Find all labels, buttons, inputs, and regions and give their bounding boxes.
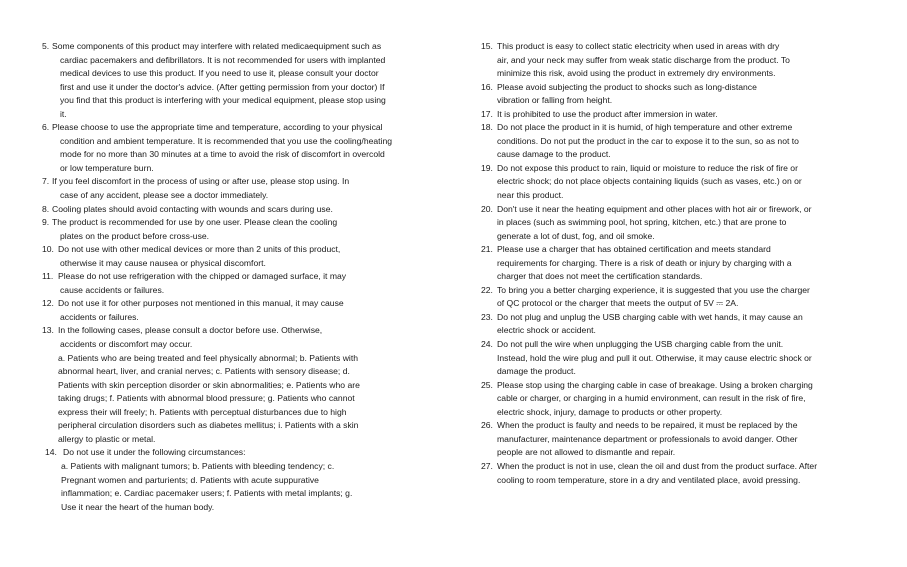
right-column [481,40,881,487]
item-text-line: case of any accident, please see a doctor immediately. [60,190,269,201]
item-text-line: people are not allowed to dismantle and repair. [497,447,676,458]
item-text-line: manufacturer, maintenance department or professionals to avoid danger. Other [497,433,798,444]
sub-text-line: Pregnant women and parturients; d. Patients with acute suppurative [61,474,319,485]
item-number: 18. [481,122,493,133]
list-item [42,121,452,175]
list-item [42,297,452,324]
list-item [481,108,881,122]
item-text-line: minimize this risk, avoid using the product in extremely dry environments. [497,68,776,79]
item-text-line: condition and ambient temperature. It is recommended that you use the cooling/heating [60,135,393,146]
sub-text-line: peripheral circulation disorders such as diabetes mellitus; i. Patients with a skin [58,420,359,431]
item-text-line: cause accidents or failures. [60,284,165,295]
item-text-line: cause damage to the product. [497,149,611,160]
list-item [45,446,452,514]
item-text-line: electric shock; do not place objects containing liquids (such as vases, etc.) on or [497,176,802,187]
item-text-line: cooling to room temperature, store in a dry and ventilated place, avoid pressing. [497,474,801,485]
item-text-line: otherwise it may cause nausea or physical discomfort. [60,257,266,268]
list-item [481,419,881,460]
item-text-line: Please avoid subjecting the product to shocks such as long-distance [497,81,757,92]
item-number: 16. [481,81,493,92]
item-text-line: vibration or falling from height. [497,95,613,106]
sub-text-line: Patients with skin perception disorder or skin abnormalities; e. Patients who are [58,379,360,390]
item-number: 22. [481,284,493,295]
item-number: 13. [42,325,54,336]
item-text-line: or low temperature burn. [60,162,154,173]
item-number: 26. [481,420,493,431]
item-text-line: mode for no more than 30 minutes at a time to avoid the risk of discomfort in overcold [60,149,385,160]
item-number: 12. [42,298,54,309]
item-text-line: Please choose to use the appropriate time and temperature, according to your physical [52,122,383,133]
item-text-line: of QC protocol or the charger that meets the output of 5V ⎓ 2A. [497,298,739,309]
item-text-line: accidents or discomfort may occur. [60,339,193,350]
item-number: 23. [481,311,493,322]
item-number: 10. [42,244,54,255]
item-text-line: This product is easy to collect static electricity when used in areas with dry [497,41,780,51]
item-number: 15. [481,41,493,51]
list-item [481,311,881,338]
item-number: 14. [45,447,57,458]
sub-text-line: inflammation; e. Cardiac pacemaker users; f. Patients with metal implants; g. [61,488,353,499]
item-text-line: damage the product. [497,366,576,377]
item-text-line: To bring you a better charging experience, it is suggested that you use the charger [497,284,810,295]
item-number: 7. [42,176,50,187]
item-text-line: Please stop using the charging cable in case of breakage. Using a broken charging [497,379,813,390]
item-text-line: in places (such as swimming pool, hot spring, kitchen, etc.) that are prone to [497,217,787,228]
list-item [42,324,452,446]
item-text-line: near this product. [497,190,564,201]
item-text-line: conditions. Do not put the product in the car to expose it to the sun, so as not to [497,135,799,146]
item-text-line: charger that does not meet the certification standards. [497,271,703,282]
item-text-line: first and use it under the doctor's advice. (After getting permission from your doctor) If [60,81,385,92]
item-text-line: When the product is faulty and needs to be repaired, it must be replaced by the [497,420,798,431]
item-text-line: Cooling plates should avoid contacting with wounds and scars during use. [52,203,333,214]
item-text-line: When the product is not in use, clean the oil and dust from the product surface. After [497,460,818,471]
list-item [42,216,452,243]
list-item [481,284,881,311]
item-number: 6. [42,122,50,133]
item-text-line: requirements for charging. There is a risk of death or injury by charging with a [497,257,792,268]
list-item [481,162,881,203]
sub-text-line: Use it near the heart of the human body. [61,501,215,512]
item-number: 27. [481,460,493,471]
sub-list [42,352,452,447]
item-text-line: It is prohibited to use the product after immersion in water. [497,108,718,119]
list-item [481,379,881,420]
left-column [42,40,452,514]
list-item [481,460,881,487]
item-number: 11. [42,271,54,282]
item-text-line: air, and your neck may suffer from weak static discharge from the product. To [497,54,790,65]
list-item [42,270,452,297]
list-item [481,81,881,108]
item-text-line: Do not expose this product to rain, liquid or moisture to reduce the risk of fire or [497,162,798,173]
item-number: 9. [42,217,50,228]
item-text-line: Please use a charger that has obtained certification and meets standard [497,244,771,255]
item-text-line: Some components of this product may interfere with related medicaequipment such as [52,41,382,51]
list-item [481,40,881,81]
list-item [42,40,452,121]
item-number: 19. [481,162,493,173]
item-number: 21. [481,244,493,255]
sub-text-line: abnormal heart, liver, and cranial nerves; c. Patients with sensory disease; d. [58,366,350,377]
item-text-line: you find that this product is interfering with your medical equipment, please stop using [60,95,386,106]
item-text-line: Do not use it under the following circumstances: [63,447,246,458]
list-item [481,121,881,162]
item-text-line: it. [60,108,67,119]
item-number: 24. [481,339,493,350]
list-item [481,243,881,284]
sub-text-line: a. Patients who are being treated and feel physically abnormal; b. Patients with [58,352,359,363]
item-number: 5. [42,41,50,51]
item-text-line: Please do not use refrigeration with the chipped or damaged surface, it may [58,271,347,282]
item-text-line: medical devices to use this product. If you need to use it, please consult your doctor [60,68,379,79]
item-text-line: cardiac pacemakers and defibrillators. It is not recommended for users with implanted [60,54,386,65]
item-text-line: accidents or failures. [60,311,139,322]
sub-text-line: taking drugs; f. Patients with abnormal blood pressure; g. Patients who cannot [58,393,355,404]
list-item [42,203,452,217]
item-text-line: electric shock, injury, damage to products or other property. [497,406,723,417]
item-text-line: In the following cases, please consult a doctor before use. Otherwise, [58,325,323,336]
item-text-line: Do not plug and unplug the USB charging cable with wet hands, it may cause an [497,311,803,322]
item-text-line: plates on the product before cross-use. [60,230,210,241]
sub-text-line: a. Patients with malignant tumors; b. Patients with bleeding tendency; c. [61,460,335,471]
sub-text-line: express their will freely; h. Patients with perceptual disturbances due to high [58,406,347,417]
list-item [481,338,881,379]
list-item [42,243,452,270]
item-text-line: The product is recommended for use by one user. Please clean the cooling [52,217,338,228]
item-number: 20. [481,203,493,214]
item-number: 17. [481,108,493,119]
item-text-line: electric shock or accident. [497,325,596,336]
item-text-line: Do not use it for other purposes not mentioned in this manual, it may cause [58,298,344,309]
sub-text-line: allergy to plastic or metal. [58,433,156,444]
item-text-line: Do not pull the wire when unplugging the USB charging cable from the unit. [497,339,784,350]
item-text-line: Don't use it near the heating equipment and other places with hot air or firework, or [497,203,812,214]
item-text-line: cable or charger, or charging in a humid environment, can result in the risk of fire, [497,393,806,404]
item-number: 25. [481,379,493,390]
list-item [42,175,452,202]
item-number: 8. [42,203,50,214]
item-text-line: If you feel discomfort in the process of using or after use, please stop using. In [52,176,350,187]
list-item [481,203,881,244]
sub-list [45,460,452,514]
item-text-line: Do not place the product in it is humid, of high temperature and other extreme [497,122,793,133]
item-text-line: Instead, hold the wire plug and pull it out. Otherwise, it may cause electric shock or [497,352,812,363]
item-text-line: Do not use with other medical devices or more than 2 units of this product, [58,244,341,255]
item-text-line: generate a lot of dust, fog, and oil smoke. [497,230,655,241]
